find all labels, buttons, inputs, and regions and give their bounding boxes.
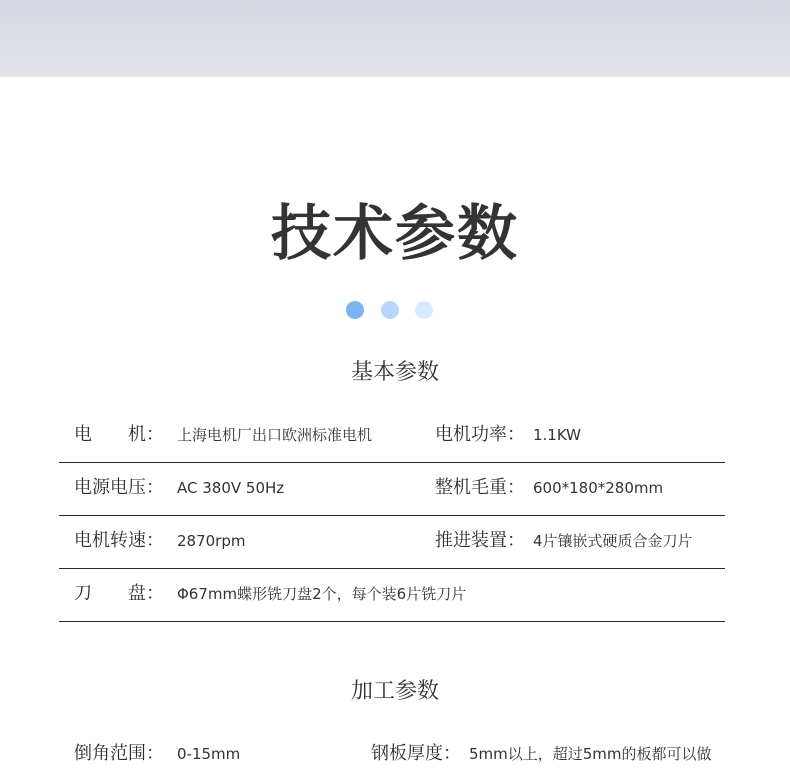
spec-label: 电源电压： [74, 477, 164, 498]
spec-label: 刀 盘： [74, 583, 164, 604]
spec-row [59, 568, 725, 622]
spec-label: 整机毛重： [435, 477, 525, 498]
spec-label: 电 机： [74, 424, 164, 445]
spec-value: 上海电机厂出口欧洲标准电机 [177, 426, 373, 444]
header-banner [0, 0, 790, 77]
spec-label: 电机转速： [74, 530, 164, 551]
spec-value: 0-15mm [177, 745, 241, 763]
spec-label: 钢板厚度： [371, 743, 461, 764]
dot-icon [381, 301, 399, 319]
section-title-basic: 基本参数 [350, 360, 439, 385]
dot-icon [415, 301, 433, 319]
spec-value: 600*180*280mm [533, 479, 664, 497]
section-title-processing: 加工参数 [350, 679, 439, 704]
spec-value: AC 380V 50Hz [177, 479, 285, 497]
spec-row [59, 728, 725, 781]
spec-label: 倒角范围： [74, 743, 164, 764]
spec-value: 4片镶嵌式硬质合金刀片 [533, 532, 693, 550]
spec-value: 1.1KW [533, 426, 581, 444]
spec-label: 推进装置： [435, 530, 525, 551]
dot-icon [346, 301, 364, 319]
spec-value: Φ67mm蝶形铣刀盘2个，每个装6片铣刀片 [177, 585, 467, 603]
spec-row [59, 515, 725, 569]
spec-label: 电机功率： [435, 424, 525, 445]
spec-value: 2870rpm [177, 532, 246, 550]
page-title: 技术参数 [271, 199, 519, 269]
spec-row [59, 462, 725, 516]
spec-value: 5mm以上，超过5mm的板都可以做 [469, 745, 712, 763]
spec-row [59, 409, 725, 463]
